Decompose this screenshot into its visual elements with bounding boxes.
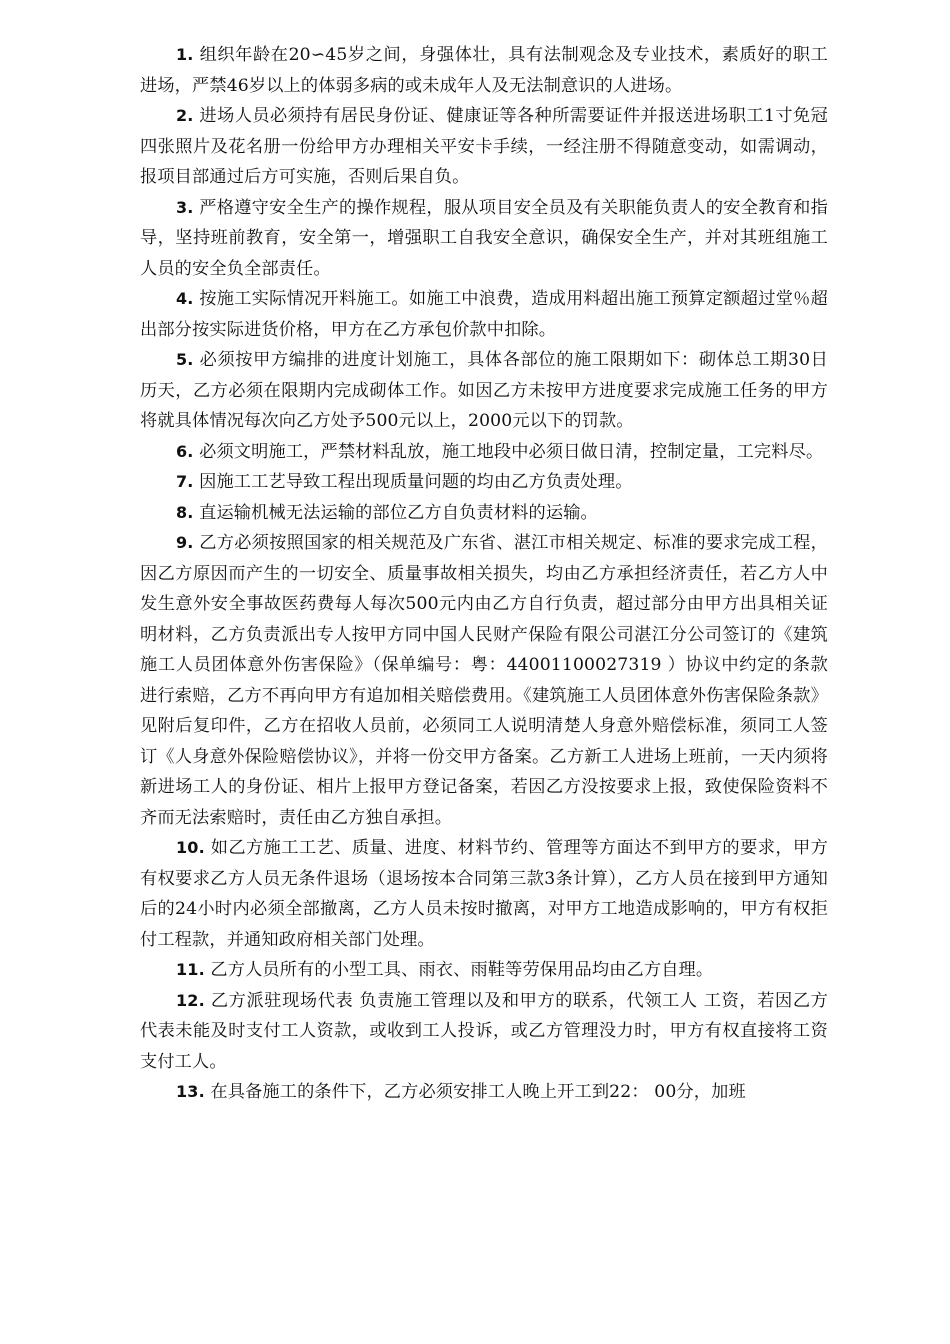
clause-2 xyxy=(140,101,828,193)
clause-text: 直运输机械无法运输的部位乙方自负责材料的运输。 xyxy=(193,502,598,523)
clause-11 xyxy=(140,955,828,986)
clause-text: 组织年龄在20∽45岁之间，身强体壮，具有法制观念及专业技术，素质好的职工进场，严禁46岁以上的体弱多病的或未成年人及无法制意识的人进场。 xyxy=(140,45,828,96)
clause-text: 乙方派驻现场代表 负责施工管理以及和甲方的联系，代领工人 工资，若因乙方代表未能及时支付工人资款，或收到工人投诉，或乙方管理没力时，甲方有权直接将工资支付工人。 xyxy=(140,990,828,1072)
clause-8 xyxy=(140,498,828,529)
clause-text: 按施工实际情况开料施工。如施工中浪费，造成用料超出施工预算定额超过堂％超出部分按实际进货价格，甲方在乙方承包价款中扣除。 xyxy=(140,289,828,340)
clause-5 xyxy=(140,345,828,437)
clause-1 xyxy=(140,40,828,101)
clause-text: 必须按甲方编排的进度计划施工，具体各部位的施工限期如下：砌体总工期30日历天，乙方必须在限期内完成砌体工作。如因乙方未按甲方进度要求完成施工任务的甲方将就具体情况每次向乙方处予500元以上，2000元以下的罚款。 xyxy=(140,350,828,431)
clause-13 xyxy=(140,1077,828,1108)
clause-number: 9. xyxy=(176,533,194,552)
clause-4 xyxy=(140,284,828,345)
clause-text: 进场人员必须持有居民身份证、健康证等各种所需要证件并报送进场职工1寸免冠四张照片及花名册一份给甲方办理相关平安卡手续，一经注册不得随意变动，如需调动，报项目部通过后方可实施，否则后果自负。 xyxy=(140,106,828,187)
clause-9 xyxy=(140,528,828,833)
clause-number: 12. xyxy=(176,990,205,1010)
clause-number: 1. xyxy=(176,45,194,64)
clause-text: 必须文明施工，严禁材料乱放，施工地段中必须日做日清，控制定量，工完料尽。 xyxy=(193,441,824,462)
clause-number: 7. xyxy=(176,472,194,491)
clause-number: 11. xyxy=(176,960,205,979)
clause-number: 2. xyxy=(176,106,194,125)
clause-7 xyxy=(140,467,828,498)
clause-10 xyxy=(140,833,828,955)
clause-number: 10. xyxy=(176,838,205,857)
clause-text: 如乙方施工工艺、质量、进度、材料节约、管理等方面达不到甲方的要求，甲方有权要求乙方人员无条件退场（退场按本合同第三款3条计算），乙方人员在接到甲方通知后的24小时内必须全部撤离，乙方人员未按时撤离，对甲方工地造成影响的，甲方有权拒付工程款，并通知政府相关部门处理。 xyxy=(140,838,828,950)
clause-3 xyxy=(140,193,828,285)
clause-text: 乙方必须按照国家的相关规范及广东省、湛江市相关规定、标准的要求完成工程，因乙方原因而产生的一切安全、质量事故相关损失，均由乙方承担经济责任，若乙方人中发生意外安全事故医药费每人每次500元内由乙方自行负责，超过部分由甲方出具相关证明材料，乙方负责派出专人按甲方同中国人民财产保险有限公司湛江分公司签订的《建筑施工人员团体意外伤害保险》（保单编号：粤：44001100027319 ）协议中约定的条款进行索赔，乙方不再向甲方有追加相关赔偿费用。《建筑施工人员团体意外伤害保险条款》见附后复印件，乙方在招收人员前，必须同工人说明清楚人身意外赔偿标准，须同工人签订《人身意外保险赔偿协议》，并将一份交甲方备案。乙方新工人进场上班前，一天内须将新进场工人的身份证、相片上报甲方登记备案，若因乙方没按要求上报，致使保险资料不齐而无法索赔时，责任由乙方独自承担。 xyxy=(140,533,828,828)
clause-text: 乙方人员所有的小型工具、雨衣、雨鞋等劳保用品均由乙方自理。 xyxy=(204,960,714,980)
clause-text: 在具备施工的条件下，乙方必须安排工人晚上开工到22： 00分，加班 xyxy=(204,1082,746,1102)
clause-text: 因施工工艺导致工程出现质量问题的均由乙方负责处理。 xyxy=(193,472,633,492)
clause-number: 4. xyxy=(176,289,194,308)
clause-6 xyxy=(140,437,828,468)
clause-text: 严格遵守安全生产的操作规程，服从项目安全员及有关职能负责人的安全教育和指导，坚持班前教育，安全第一，增强职工自我安全意识，确保安全生产，并对其班组施工人员的安全负全部责任。 xyxy=(140,197,828,279)
clause-number: 6. xyxy=(176,441,194,461)
clause-12 xyxy=(140,986,828,1078)
clause-number: 8. xyxy=(176,502,194,522)
clause-number: 13. xyxy=(176,1082,205,1101)
contract-clauses xyxy=(140,40,828,1108)
clause-number: 3. xyxy=(176,197,194,217)
clause-number: 5. xyxy=(176,350,194,369)
